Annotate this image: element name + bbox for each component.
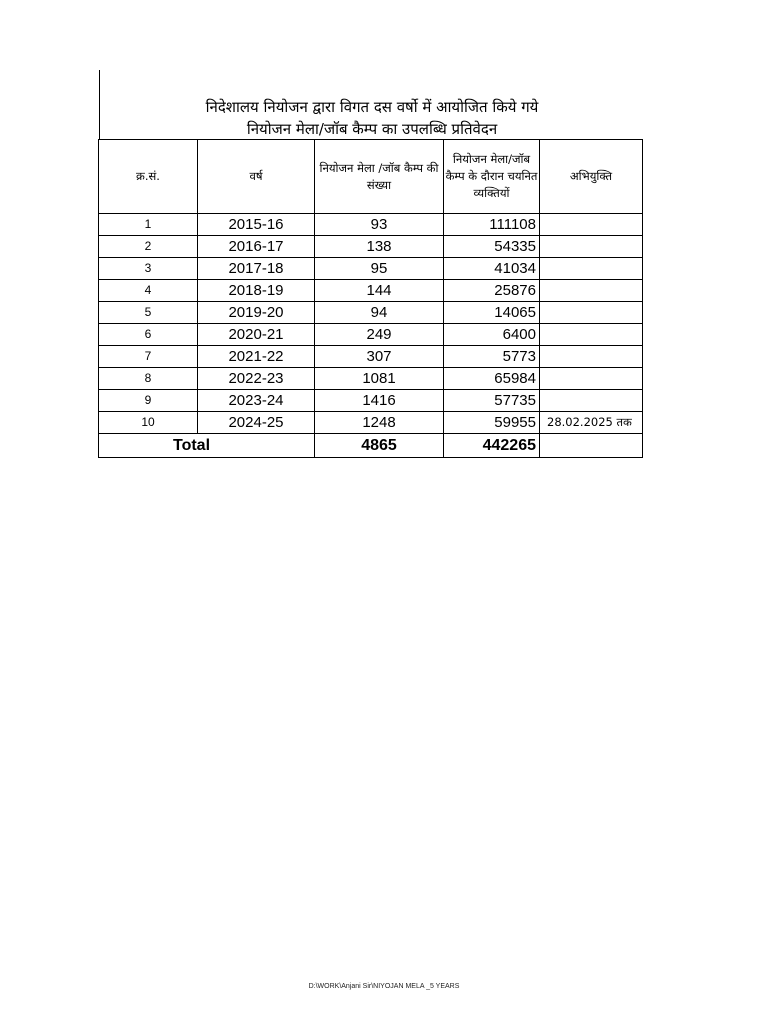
achievement-table <box>98 139 643 458</box>
table-total-row <box>99 434 643 458</box>
row-camp-count: 249 <box>315 324 444 346</box>
row-remark <box>540 214 643 236</box>
row-remark <box>540 324 643 346</box>
row-year: 2017-18 <box>198 258 315 280</box>
row-remark <box>540 390 643 412</box>
row-selected-count: 5773 <box>444 346 540 368</box>
row-serial-number: 3 <box>99 258 198 280</box>
header-year: वर्ष <box>198 140 315 214</box>
row-year: 2024-25 <box>198 412 315 434</box>
header-camp-count: नियोजन मेला /जॉब कैम्प की संख्या <box>315 140 444 214</box>
row-camp-count: 95 <box>315 258 444 280</box>
row-serial-number: 7 <box>99 346 198 368</box>
row-serial-number: 5 <box>99 302 198 324</box>
header-selected-persons: नियोजन मेला/जॉब कैम्प के दौरान चयनित व्यक्तियों <box>444 140 540 214</box>
row-remark <box>540 368 643 390</box>
header-remarks: अभियुक्ति <box>540 140 643 214</box>
table-row <box>99 258 643 280</box>
total-selected-count: 442265 <box>444 434 540 458</box>
report-title-line-1: निदेशालय नियोजन द्वारा विगत दस वर्षो में आयोजित किये गये <box>205 98 539 116</box>
row-selected-count: 59955 <box>444 412 540 434</box>
row-selected-count: 25876 <box>444 280 540 302</box>
row-camp-count: 1081 <box>315 368 444 390</box>
row-camp-count: 93 <box>315 214 444 236</box>
table-row <box>99 214 643 236</box>
row-serial-number: 4 <box>99 280 198 302</box>
row-selected-count: 41034 <box>444 258 540 280</box>
row-year: 2020-21 <box>198 324 315 346</box>
header-serial-number: क्र.सं. <box>99 140 198 214</box>
file-path-footer: D:\WORK\Anjani Sir\NIYOJAN MELA _5 YEARS <box>308 983 460 990</box>
row-remark <box>540 280 643 302</box>
row-year: 2023-24 <box>198 390 315 412</box>
row-remark <box>540 302 643 324</box>
row-remark <box>540 236 643 258</box>
row-camp-count: 138 <box>315 236 444 258</box>
row-serial-number: 2 <box>99 236 198 258</box>
total-camp-count: 4865 <box>315 434 444 458</box>
row-serial-number: 6 <box>99 324 198 346</box>
row-year: 2018-19 <box>198 280 315 302</box>
total-remark <box>540 434 643 458</box>
row-serial-number: 10 <box>99 412 198 434</box>
table-row <box>99 412 643 434</box>
row-year: 2021-22 <box>198 346 315 368</box>
row-year: 2019-20 <box>198 302 315 324</box>
row-remark <box>540 258 643 280</box>
row-serial-number: 9 <box>99 390 198 412</box>
row-camp-count: 144 <box>315 280 444 302</box>
row-year: 2016-17 <box>198 236 315 258</box>
table-row <box>99 368 643 390</box>
total-label: Total <box>99 434 315 458</box>
table-row <box>99 236 643 258</box>
row-camp-count: 1416 <box>315 390 444 412</box>
row-serial-number: 1 <box>99 214 198 236</box>
table-row <box>99 346 643 368</box>
row-selected-count: 54335 <box>444 236 540 258</box>
report-title-line-2: नियोजन मेला/जॉब कैम्प का उपलब्धि प्रतिवेदन <box>246 120 498 138</box>
row-serial-number: 8 <box>99 368 198 390</box>
row-selected-count: 57735 <box>444 390 540 412</box>
row-camp-count: 1248 <box>315 412 444 434</box>
row-camp-count: 307 <box>315 346 444 368</box>
row-camp-count: 94 <box>315 302 444 324</box>
table-row <box>99 280 643 302</box>
table-row <box>99 390 643 412</box>
row-remark <box>540 346 643 368</box>
row-year: 2015-16 <box>198 214 315 236</box>
row-selected-count: 111108 <box>444 214 540 236</box>
table-row <box>99 324 643 346</box>
row-selected-count: 14065 <box>444 302 540 324</box>
table-header-row <box>99 140 643 214</box>
table-row <box>99 302 643 324</box>
row-remark: 28.02.2025 तक <box>540 412 643 434</box>
row-selected-count: 6400 <box>444 324 540 346</box>
row-selected-count: 65984 <box>444 368 540 390</box>
row-year: 2022-23 <box>198 368 315 390</box>
